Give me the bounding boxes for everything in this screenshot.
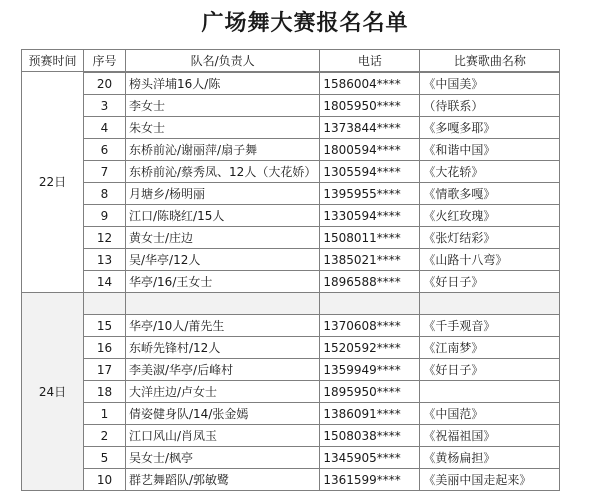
row-number: 4 xyxy=(84,117,126,139)
phone-number: 1345905**** xyxy=(320,447,420,469)
song-title: 《山路十八弯》 xyxy=(420,249,560,271)
team-name: 朱女士 xyxy=(126,117,320,139)
table-row xyxy=(22,183,560,205)
table-row xyxy=(22,73,560,95)
table-row xyxy=(22,161,560,183)
table-row xyxy=(22,95,560,117)
table-row xyxy=(22,227,560,249)
phone-number: 1586004**** xyxy=(320,73,420,95)
header-song: 比赛歌曲名称 xyxy=(420,50,560,72)
team-name: 华亭/10人/莆先生 xyxy=(126,315,320,337)
empty-cell xyxy=(420,293,560,315)
row-number: 12 xyxy=(84,227,126,249)
row-number: 13 xyxy=(84,249,126,271)
team-name: 大洋庄边/卢女士 xyxy=(126,381,320,403)
phone-number: 1359949**** xyxy=(320,359,420,381)
row-number: 10 xyxy=(84,469,126,491)
phone-number: 1800594**** xyxy=(320,139,420,161)
phone-number: 1330594**** xyxy=(320,205,420,227)
table-row xyxy=(22,315,560,337)
table-row xyxy=(22,249,560,271)
row-number: 15 xyxy=(84,315,126,337)
phone-number: 1805950**** xyxy=(320,95,420,117)
row-number: 20 xyxy=(84,73,126,95)
table-row-empty xyxy=(22,293,560,315)
team-name: 江口/陈晓红/15人 xyxy=(126,205,320,227)
empty-cell xyxy=(320,293,420,315)
row-number: 8 xyxy=(84,183,126,205)
table-row xyxy=(22,271,560,293)
team-name: 月塘乡/杨明丽 xyxy=(126,183,320,205)
team-name: 吴/华亭/12人 xyxy=(126,249,320,271)
empty-cell xyxy=(84,293,126,315)
table-body xyxy=(22,72,560,491)
table-row xyxy=(22,447,560,469)
table-row xyxy=(22,425,560,447)
header-no: 序号 xyxy=(84,50,126,72)
song-title: 《江南梦》 xyxy=(420,337,560,359)
row-number: 1 xyxy=(84,403,126,425)
song-title: 《好日子》 xyxy=(420,271,560,293)
phone-number: 1373844**** xyxy=(320,117,420,139)
team-name: 江口风山/肖凤玉 xyxy=(126,425,320,447)
row-number: 5 xyxy=(84,447,126,469)
table-row xyxy=(22,403,560,425)
team-name: 黄女士/庄边 xyxy=(126,227,320,249)
empty-cell xyxy=(126,293,320,315)
song-title xyxy=(420,381,560,403)
phone-number: 1896588**** xyxy=(320,271,420,293)
song-title: 《多嘎多耶》 xyxy=(420,117,560,139)
row-number: 17 xyxy=(84,359,126,381)
row-number: 14 xyxy=(84,271,126,293)
song-title: 《中国范》 xyxy=(420,403,560,425)
row-number: 7 xyxy=(84,161,126,183)
table-row xyxy=(22,139,560,161)
team-name: 东桥前沁/谢丽萍/扇子舞 xyxy=(126,139,320,161)
song-title: 《火红玫瑰》 xyxy=(420,205,560,227)
day-cell: 22日 xyxy=(22,72,84,293)
team-name: 榜头洋埔16人/陈 xyxy=(126,73,320,95)
registration-table xyxy=(21,49,560,491)
song-title: 《情歌多嘎》 xyxy=(420,183,560,205)
table-row xyxy=(22,117,560,139)
table-row xyxy=(22,381,560,403)
phone-number: 1305594**** xyxy=(320,161,420,183)
song-title: 《美丽中国走起来》 xyxy=(420,469,560,491)
team-name: 倩姿健身队/14/张金嫣 xyxy=(126,403,320,425)
phone-number: 1520592**** xyxy=(320,337,420,359)
table-row xyxy=(22,469,560,491)
team-name: 吴女士/枫亭 xyxy=(126,447,320,469)
header-row xyxy=(22,50,560,72)
phone-number: 1508011**** xyxy=(320,227,420,249)
team-name: 李美淑/华亭/后峰村 xyxy=(126,359,320,381)
table-row xyxy=(22,205,560,227)
song-title: 《张灯结彩》 xyxy=(420,227,560,249)
song-title: 《好日子》 xyxy=(420,359,560,381)
song-title: 《祝福祖国》 xyxy=(420,425,560,447)
phone-number: 1386091**** xyxy=(320,403,420,425)
header-day: 预赛时间 xyxy=(22,50,84,72)
phone-number: 1385021**** xyxy=(320,249,420,271)
song-title: 《黄杨扁担》 xyxy=(420,447,560,469)
row-number: 3 xyxy=(84,95,126,117)
day-cell: 24日 xyxy=(22,293,84,491)
phone-number: 1395955**** xyxy=(320,183,420,205)
team-name: 华亭/16/王女士 xyxy=(126,271,320,293)
row-number: 2 xyxy=(84,425,126,447)
team-name: 东峤先锋村/12人 xyxy=(126,337,320,359)
song-title: 《和谐中国》 xyxy=(420,139,560,161)
phone-number: 1508038**** xyxy=(320,425,420,447)
table-row xyxy=(22,337,560,359)
header-phone: 电话 xyxy=(320,50,420,72)
team-name: 李女士 xyxy=(126,95,320,117)
team-name: 东桥前沁/蔡秀凤、12人（大花娇） xyxy=(126,161,320,183)
phone-number: 1361599**** xyxy=(320,469,420,491)
row-number: 16 xyxy=(84,337,126,359)
phone-number: 1895950**** xyxy=(320,381,420,403)
row-number: 18 xyxy=(84,381,126,403)
table-row xyxy=(22,359,560,381)
song-title: 《中国美》 xyxy=(420,73,560,95)
header-team: 队名/负责人 xyxy=(126,50,320,72)
team-name: 群艺舞蹈队/郭敏鹭 xyxy=(126,469,320,491)
row-number: 6 xyxy=(84,139,126,161)
song-title: 《千手观音》 xyxy=(420,315,560,337)
page-title: 广场舞大赛报名名单 xyxy=(201,11,409,36)
song-title: 《大花轿》 xyxy=(420,161,560,183)
row-number: 9 xyxy=(84,205,126,227)
song-title: （待联系） xyxy=(420,95,560,117)
phone-number: 1370608**** xyxy=(320,315,420,337)
